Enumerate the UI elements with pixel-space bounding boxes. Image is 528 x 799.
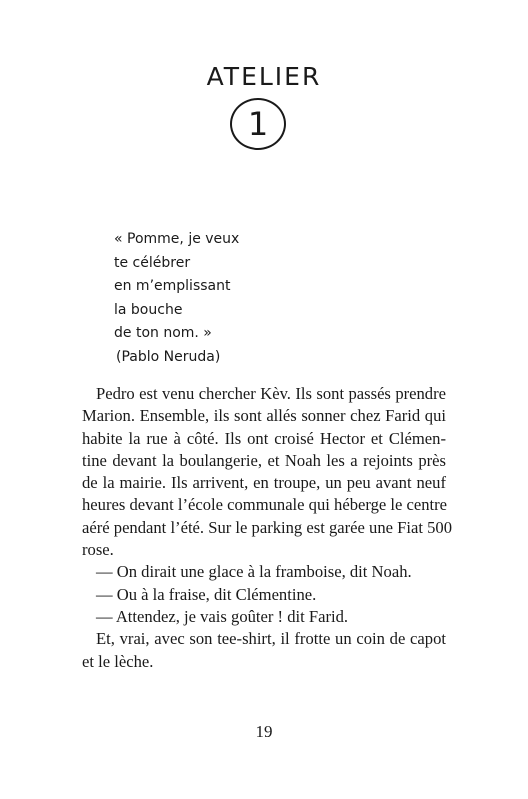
body-line: Pedro est venu chercher Kèv. Ils sont passés prendre — [96, 384, 446, 403]
body-line: de la mairie. Ils arrivent, en troupe, un peu avant neuf — [82, 473, 446, 493]
body-line: — Attendez, je vais goûter ! dit Farid. — [96, 606, 349, 626]
body-line: Marion. Ensemble, ils sont allés sonner chez Farid qui — [82, 406, 446, 426]
epigraph-line: de ton nom. » — [114, 325, 212, 341]
chapter-title: ATELIER — [206, 62, 322, 91]
body-line: et le lèche. — [82, 651, 154, 671]
body-line: tine devant la boulangerie, et Noah les a rejoints près — [82, 450, 446, 470]
body-line: heures devant l’école communale qui héberge le centre — [82, 495, 448, 515]
body-line: — Ou à la fraise, dit Clémentine. — [96, 584, 317, 604]
epigraph-line: en m’emplissant — [114, 278, 231, 294]
body-line: habite la rue à côté. Ils ont croisé Hector et Clémen- — [82, 428, 446, 448]
body-text — [82, 383, 452, 673]
epigraph-attribution: (Pablo Neruda) — [116, 348, 221, 365]
chapter-number-badge — [230, 98, 286, 150]
page-number: 19 — [255, 722, 273, 741]
body-line: — On dirait une glace à la framboise, dit Noah. — [96, 562, 412, 582]
body-line: Et, vrai, avec son tee-shirt, il frotte un coin de capot — [96, 629, 446, 649]
chapter-number: 1 — [247, 105, 269, 143]
epigraph-line: « Pomme, je veux — [114, 231, 240, 247]
epigraph-line: la bouche — [114, 301, 183, 318]
body-line: aéré pendant l’été. Sur le parking est garée une Fiat 500 — [82, 517, 452, 537]
epigraph-line: te célébrer — [114, 254, 191, 271]
body-line: rose. — [82, 540, 114, 560]
epigraph — [114, 228, 239, 369]
